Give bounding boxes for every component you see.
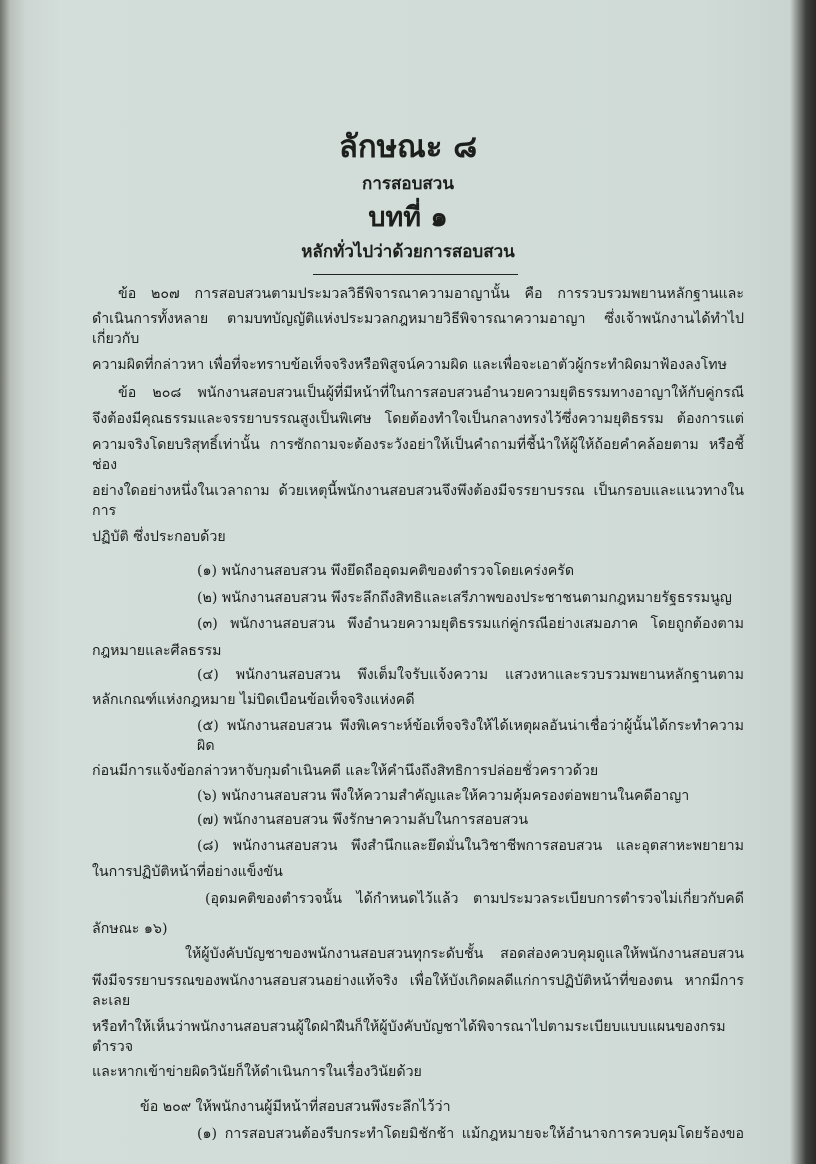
text-line: (๖) พนักงานสอบสวน พึงให้ความสำคัญและให้ความคุ้มครองต่อพยานในคดีอาญา [197,788,690,804]
text-line: ข้อ ๒๐๘ พนักงานสอบสวนเป็นผู้ที่มีหน้าที่ในการสอบสวนอำนวยความยุติธรรมทางอาญาให้กับคู่กรณี [118,385,744,401]
text-line: กฎหมายและศีลธรรม [92,643,222,659]
text-line: ให้ผู้บังคับบัญชาของพนักงานสอบสวนทุกระดับชั้น สอดส่องควบคุมดูแลให้พนักงานสอบสวน [185,946,744,962]
text-line: ความจริงโดยบริสุทธิ์เท่านั้น การซักถามจะต้องระวังอย่าให้เป็นคำถามที่ชี้นำให้ผู้ให้ถ้อยคำคล้อยตาม หรือชี้ช่อง [92,437,744,473]
text-line: (๘) พนักงานสอบสวน พึงสำนึกและยึดมั่นในวิชาชีพการสอบสวน และอุตสาหะพยายาม [197,838,744,854]
chapter-subtitle: หลักทั่วไปว่าด้วยการสอบสวน [301,242,515,262]
text-line: (๒) พนักงานสอบสวน พึงระลึกถึงสิทธิและเสรีภาพของประชาชนตามกฎหมายรัฐธรรมนูญ [197,590,732,606]
text-line: (๗) พนักงานสอบสวน พึงรักษาความลับในการสอบสวน [197,812,529,828]
text-line: ข้อ ๒๐๙ ให้พนักงานผู้มีหน้าที่สอบสวนพึงระลึกไว้ว่า [140,1099,451,1115]
text-line: (๑) พนักงานสอบสวน พึงยึดถืออุดมคติของตำรวจโดยเคร่งครัด [197,563,575,579]
text-line: จึงต้องมีคุณธรรมและจรรยาบรรณสูงเป็นพิเศษ โดยต้องทำใจเป็นกลางทรงไว้ซึ่งความยุติธรรม ต้องการแต่ [92,411,744,427]
text-line: (๔) พนักงานสอบสวน พึงเต็มใจรับแจ้งความ แสวงหาและรวบรวมพยานหลักฐานตาม [197,667,744,683]
text-line: (๓) พนักงานสอบสวน พึงอำนวยความยุติธรรมแก่คู่กรณีอย่างเสมอภาค โดยถูกต้องตาม [197,616,744,632]
text-line: ความผิดที่กล่าวหา เพื่อที่จะทราบข้อเท็จจริงหรือพิสูจน์ความผิด และเพื่อจะเอาตัวผู้กระทำผิดมาฟ้องลงโทษ [92,357,727,373]
text-line: ลักษณะ ๑๖) [92,921,168,937]
text-line: (๕) พนักงานสอบสวน พึงพิเคราะห์ข้อเท็จจริงให้ได้เหตุผลอันน่าเชื่อว่าผู้นั้นได้กระทำความผิด [197,718,744,754]
text-line: พึงมีจรรยาบรรณของพนักงานสอบสวนอย่างแท้จริง เพื่อให้บังเกิดผลดีแก่การปฏิบัติหน้าที่ของตน หากมีการละเลย [92,973,744,1009]
text-line: และหากเข้าข่ายผิดวินัยก็ให้ดำเนินการในเรื่องวินัยด้วย [92,1064,422,1080]
text-line: ข้อ ๒๐๗ การสอบสวนตามประมวลวิธีพิจารณาความอาญานั้น คือ การรวบรวมพยานหลักฐานและ [118,286,744,302]
part-title: ลักษณะ ๘ [338,129,478,165]
text-line: ในการปฏิบัติหน้าที่อย่างแข็งขัน [92,864,283,880]
part-subtitle: การสอบสวน [362,174,454,194]
text-line: หลักเกณฑ์แห่งกฎหมาย ไม่บิดเบือนข้อเท็จจริงแห่งคดี [92,692,415,708]
text-line: อย่างใดอย่างหนึ่งในเวลาถาม ด้วยเหตุนี้พนักงานสอบสวนจึงพึงต้องมีจรรยาบรรณ เป็นกรอบและแนวทางในการ [92,483,744,519]
chapter-title: บทที่ ๑ [368,202,448,233]
text-line: หรือทำให้เห็นว่าพนักงานสอบสวนผู้ใดฝ่าฝืนก็ให้ผู้บังคับบัญชาได้พิจารณาไปตามระเบียบแบบแผนของกรมตำรวจ [92,1019,726,1055]
text-line: (อุดมคติของตำรวจนั้น ได้กำหนดไว้แล้ว ตามประมวลระเบียบการตำรวจไม่เกี่ยวกับคดี [205,891,744,907]
text-line: ปฏิบัติ ซึ่งประกอบด้วย [92,529,226,545]
heading-divider [313,274,518,275]
text-line: ก่อนมีการแจ้งข้อกล่าวหาจับกุมดำเนินคดี และให้คำนึงถึงสิทธิการปล่อยชั่วคราวด้วย [92,763,599,779]
text-line: (๑) การสอบสวนต้องรีบกระทำโดยมิชักช้า แม้กฎหมายจะให้อำนาจการควบคุมโดยร้องขอ [197,1126,744,1142]
text-line: ดำเนินการทั้งหลาย ตามบทบัญญัติแห่งประมวลกฎหมายวิธีพิจารณาความอาญา ซึ่งเจ้าพนักงานได้ทำไปเกี่ยวกับ [92,311,744,347]
body-text [0,282,816,1144]
